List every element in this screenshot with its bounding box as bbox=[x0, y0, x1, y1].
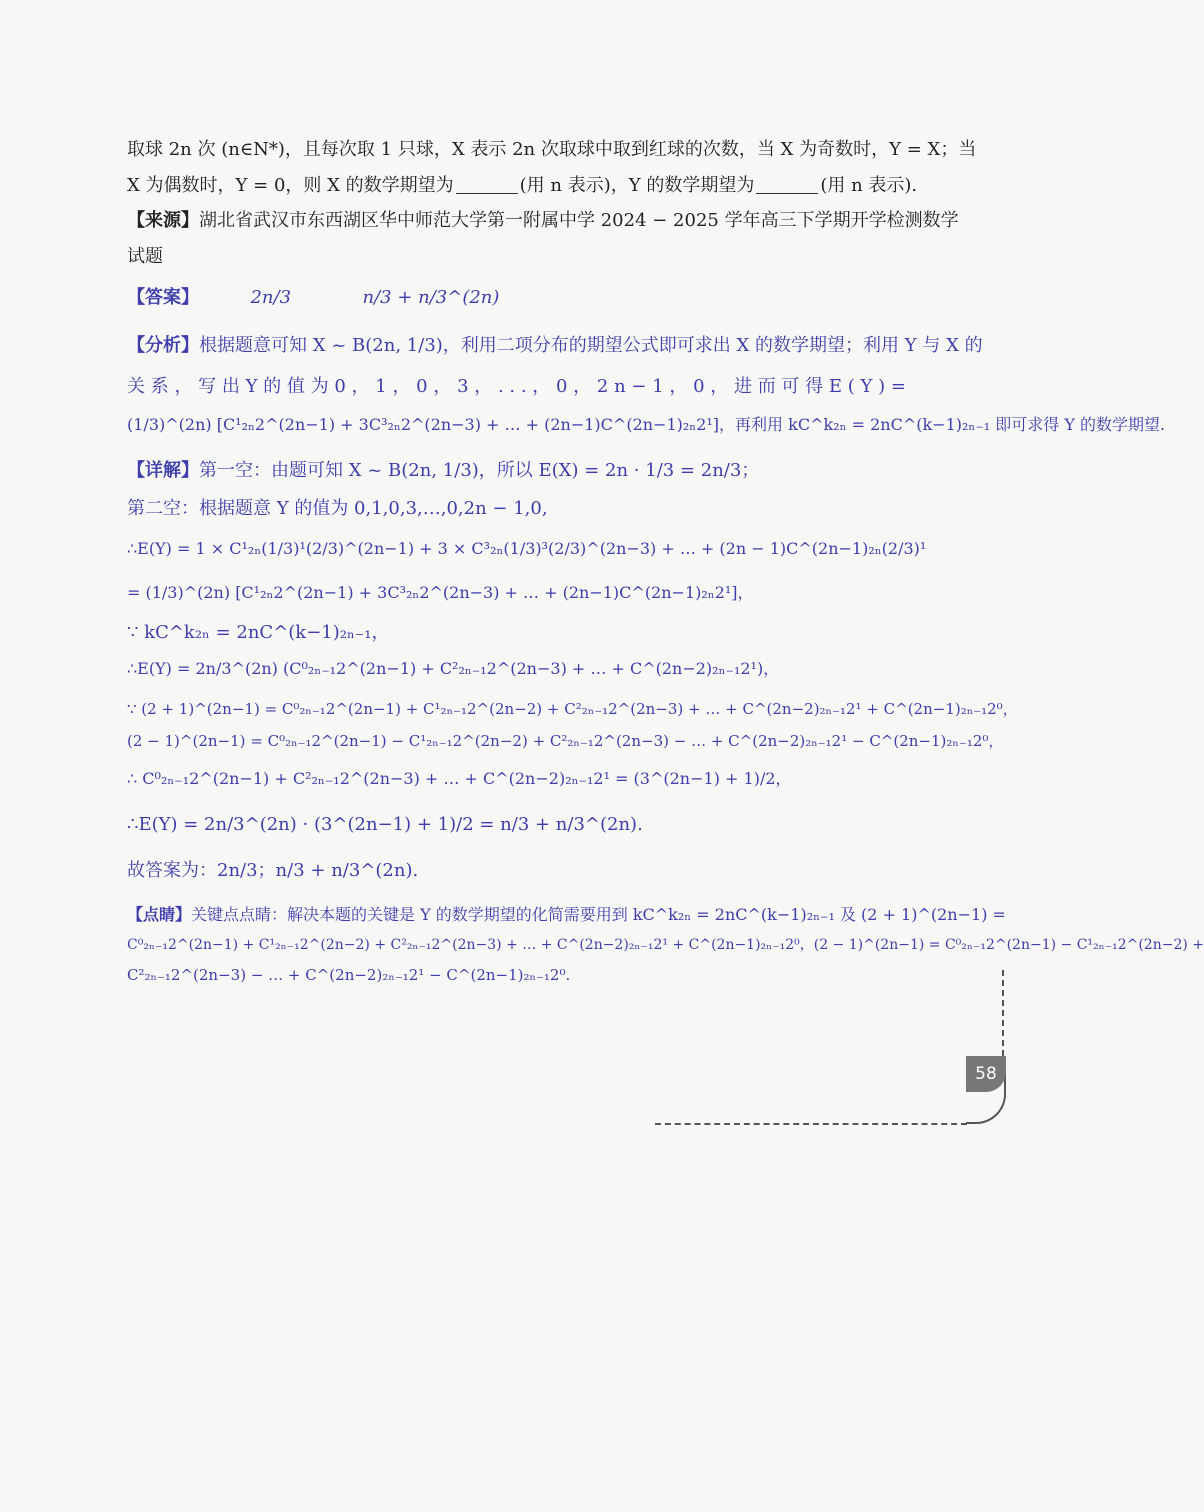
question-line-2a: X 为偶数时，Y = 0，则 X 的数学期望为 bbox=[127, 175, 454, 196]
answer-blank-1 bbox=[456, 175, 518, 194]
question-line-1: 取球 2n 次 (n∈N*)，且每次取 1 只球，X 表示 2n 次取球中取到红球的次数，当 X 为奇数时，Y = X；当 bbox=[127, 139, 977, 160]
source-line-2: 试题 bbox=[127, 246, 163, 267]
comment-line-1 bbox=[127, 902, 1006, 928]
question-line-2 bbox=[127, 173, 984, 199]
comment-line-2: C⁰₂ₙ₋₁2^(2n−1) + C¹₂ₙ₋₁2^(2n−2) + C²₂ₙ₋₁2^(2n−3) + … + C^(2n−2)₂ₙ₋₁2¹ + C^(2n−1)₂ₙ₋₁2⁰，(2 − 1)^(2n−1) = C⁰₂ₙ₋₁2^(2n−1) − C¹₂ₙ₋₁2^(2n−2) + bbox=[127, 937, 1204, 953]
detail-line-3: ∴E(Y) = 1 × C¹₂ₙ(1/3)¹(2/3)^(2n−1) + 3 × C³₂ₙ(1/3)³(2/3)^(2n−3) + … + (2n − 1)C^(2n−1)₂ₙ(2/3)¹ bbox=[127, 539, 927, 558]
analysis-text-1: 根据题意可知 X ~ B(2n, 1/3)，利用二项分布的期望公式即可求出 X 的数学期望；利用 Y 与 X 的 bbox=[199, 335, 983, 356]
detail-line-10: ∴E(Y) = 2n/3^(2n) · (3^(2n−1) + 1)/2 = n/3 + n/3^(2n). bbox=[127, 814, 643, 835]
source-text: 湖北省武汉市东西湖区华中师范大学第一附属中学 2024 − 2025 学年高三下学期开学检测数学 bbox=[199, 210, 959, 231]
detail-line-1 bbox=[127, 458, 984, 484]
analysis-label: 【分析】 bbox=[127, 335, 199, 356]
detail-label: 【详解】 bbox=[127, 460, 199, 481]
detail-text-1: 第一空：由题可知 X ~ B(2n, 1/3)，所以 E(X) = 2n · 1/3 = 2n/3； bbox=[199, 460, 760, 481]
page-number: 58 bbox=[966, 1056, 1006, 1092]
detail-line-4: = (1/3)^(2n) [C¹₂ₙ2^(2n−1) + 3C³₂ₙ2^(2n−3) + … + (2n−1)C^(2n−1)₂ₙ2¹]， bbox=[127, 583, 754, 602]
detail-line-5: ∵ kC^k₂ₙ = 2nC^(k−1)₂ₙ₋₁， bbox=[127, 622, 390, 643]
analysis-line-1 bbox=[127, 333, 984, 359]
detail-line-2: 第二空：根据题意 Y 的值为 0,1,0,3,…,0,2n − 1,0, bbox=[127, 498, 548, 519]
source-line-1 bbox=[127, 208, 984, 234]
question-line-2b: (用 n 表示)，Y 的数学期望为 bbox=[519, 175, 755, 196]
answer-1: 2n/3 bbox=[250, 287, 292, 308]
analysis-line-3: (1/3)^(2n) [C¹₂ₙ2^(2n−1) + 3C³₂ₙ2^(2n−3) + … + (2n−1)C^(2n−1)₂ₙ2¹]，再利用 kC^k₂ₙ = 2nC^(k−1)₂ₙ₋₁ 即可求得 Y 的数学期望. bbox=[127, 415, 1166, 434]
page-decoration-dashed-vertical bbox=[1002, 970, 1004, 1056]
comment-text-1: 关键点点睛：解决本题的关键是 Y 的数学期望的化简需要用到 kC^k₂ₙ = 2nC^(k−1)₂ₙ₋₁ 及 (2 + 1)^(2n−1) = bbox=[191, 905, 1006, 924]
analysis-line-2: 关 系 ， 写 出 Y 的 值 为 0 ， 1 ， 0 ， 3 ， . . . ， 0 ， 2 n − 1 ， 0 ， 进 而 可 得 E ( Y ) = bbox=[127, 376, 906, 397]
answer-line bbox=[127, 285, 984, 311]
detail-line-9: ∴ C⁰₂ₙ₋₁2^(2n−1) + C²₂ₙ₋₁2^(2n−3) + … + C^(2n−2)₂ₙ₋₁2¹ = (3^(2n−1) + 1)/2， bbox=[127, 769, 792, 788]
detail-line-8: (2 − 1)^(2n−1) = C⁰₂ₙ₋₁2^(2n−1) − C¹₂ₙ₋₁2^(2n−2) + C²₂ₙ₋₁2^(2n−3) − … + C^(2n−2)₂ₙ₋₁2¹ − C^(2n−1)₂ₙ₋₁2⁰， bbox=[127, 732, 1004, 750]
answer-blank-2 bbox=[756, 175, 818, 194]
detail-line-7: ∵ (2 + 1)^(2n−1) = C⁰₂ₙ₋₁2^(2n−1) + C¹₂ₙ₋₁2^(2n−2) + C²₂ₙ₋₁2^(2n−3) + … + C^(2n−2)₂ₙ₋₁2¹ + C^(2n−1)₂ₙ₋₁2⁰， bbox=[127, 700, 1018, 718]
comment-line-3: C²₂ₙ₋₁2^(2n−3) − … + C^(2n−2)₂ₙ₋₁2¹ − C^(2n−1)₂ₙ₋₁2⁰. bbox=[127, 966, 571, 984]
answer-label: 【答案】 bbox=[127, 287, 199, 308]
question-line-2c: (用 n 表示). bbox=[820, 175, 918, 196]
detail-line-11: 故答案为：2n/3；n/3 + n/3^(2n). bbox=[127, 860, 419, 881]
page-decoration-dashed-horizontal bbox=[655, 1123, 967, 1125]
comment-label: 【点睛】 bbox=[127, 905, 192, 924]
source-label: 【来源】 bbox=[127, 210, 199, 231]
answer-2: n/3 + n/3^(2n) bbox=[362, 287, 500, 308]
detail-line-6: ∴E(Y) = 2n/3^(2n) (C⁰₂ₙ₋₁2^(2n−1) + C²₂ₙ₋₁2^(2n−3) + … + C^(2n−2)₂ₙ₋₁2¹)， bbox=[127, 659, 780, 678]
